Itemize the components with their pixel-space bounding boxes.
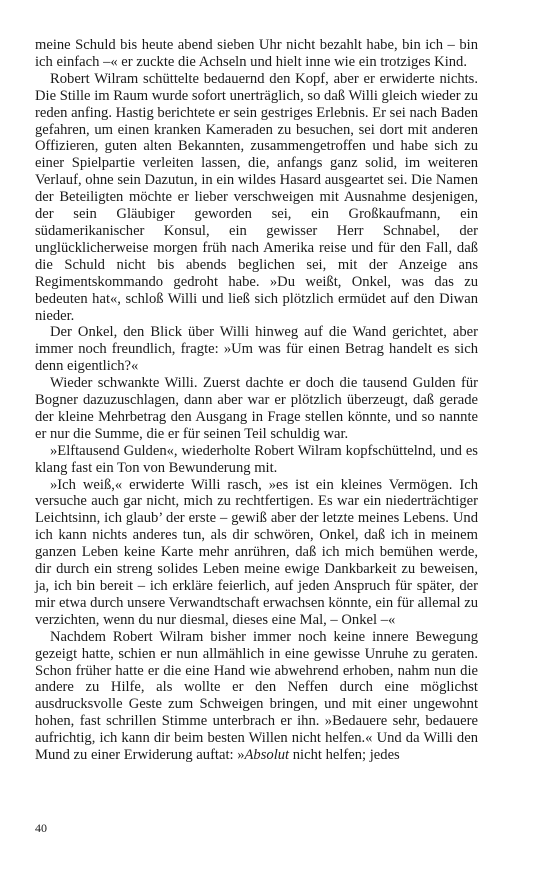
paragraph-3: Der Onkel, den Blick über Willi hinweg auf die Wand gerichtet, aber immer noch freundlich, fragte: »Um was für einen Betrag handelt es sich denn eigentlich?« (35, 324, 478, 375)
paragraph-7-text: Nachdem Robert Wilram bisher immer noch keine innere Bewegung gezeigt hatte, schien er nun allmählich in eine gewisse Unruhe zu geraten. Schon früher hatte er die eine Hand wie abwehrend erhoben, nahm nun die andere zu Hilfe, als wollte er den Neffen durch eine möglichst ausdrucksvolle Geste zum Schweigen bringen, und mit einer ungewohnt hohen, fast schrillen Stimme unterbrach er ihn. »Bedauere sehr, bedauere aufrichtig, ich kann dir beim besten Willen nicht helfen.« Und da Willi den Mund zu einer Erwiderung auftat: » (35, 628, 478, 764)
paragraph-5: »Elftausend Gulden«, wiederholte Robert Wilram kopfschüttelnd, und es klang fast ein Ton von Bewunderung mit. (35, 442, 478, 476)
paragraph-7-tail: nicht helfen; jedes (289, 747, 400, 764)
paragraph-7 (35, 629, 478, 764)
paragraph-1: meine Schuld bis heute abend sieben Uhr nicht bezahlt habe, bin ich – bin ich einfach –« er zuckte die Achseln und hielt inne wie ein trotziges Kind. (35, 37, 478, 70)
paragraph-2: Robert Wilram schüttelte bedauernd den Kopf, aber er erwiderte nichts. Die Stille im Raum wurde sofort unerträglich, so daß Willi gleich wieder zu reden anfing. Hastig berichtete er sein gestriges Erlebnis. Er sei nach Baden gefahren, um einen kranken Kameraden zu besuchen, sei dort mit anderen Offizieren, guten alten Bekannten, zusammengetroffen und habe sich zu einer Spielpartie verleiten lassen, die, anfangs ganz solid, im weiteren Verlauf, ohne sein Dazutun, in ein wildes Hasard ausgeartet sei. Die Namen der Beteiligten möchte er lieber verschweigen mit Ausnahme desjenigen, der sein Gläubiger geworden sei, ein Großkaufmann, ein südamerikanischer Konsul, ein gewisser Herr Schnabel, der unglücklicherweise morgen früh nach Amerika reise und für den Fall, daß die Schuld nicht bis abends beglichen sei, mit der Anzeige ans Regimentskommando gedroht habe. »Du weißt, Onkel, was das zu bedeuten hat«, schloß Willi und ließ sich plötzlich ermüdet auf den Diwan nieder. (35, 70, 478, 324)
paragraph-4: Wieder schwankte Willi. Zuerst dachte er doch die tausend Gulden für Bogner dazuzuschlagen, dann aber war er plötzlich überzeugt, daß gerade der kleine Mehrbetrag den Ausgang in Frage stellen könnte, und so nannte er nur die Summe, die er für seinen Teil schuldig war. (35, 375, 478, 442)
emphasis-absolut: Absolut (244, 747, 290, 764)
page-number: 40 (35, 821, 47, 835)
book-page-text (35, 37, 478, 764)
paragraph-6: »Ich weiß,« erwiderte Willi rasch, »es ist ein kleines Vermögen. Ich versuche auch gar nicht, mich zu rechtfertigen. Es war ein niederträchtiger Leichtsinn, ich glaub’ der erste – gewiß aber der letzte meines Lebens. Und ich kann nichts anderes tun, als dir schwören, Onkel, daß ich in meinem ganzen Leben keine Karte mehr anrühren, daß ich mich bemühen werde, dir durch ein streng solides Leben meine ewige Dankbarkeit zu beweisen, ja, ich bin bereit – ich erkläre feierlich, auf jeden Anspruch für später, der mir etwa durch unsere Verwandtschaft erwachsen könnte, ein für allemal zu verzichten, wenn du nur diesmal, dieses eine Mal, – Onkel –« (35, 476, 478, 628)
